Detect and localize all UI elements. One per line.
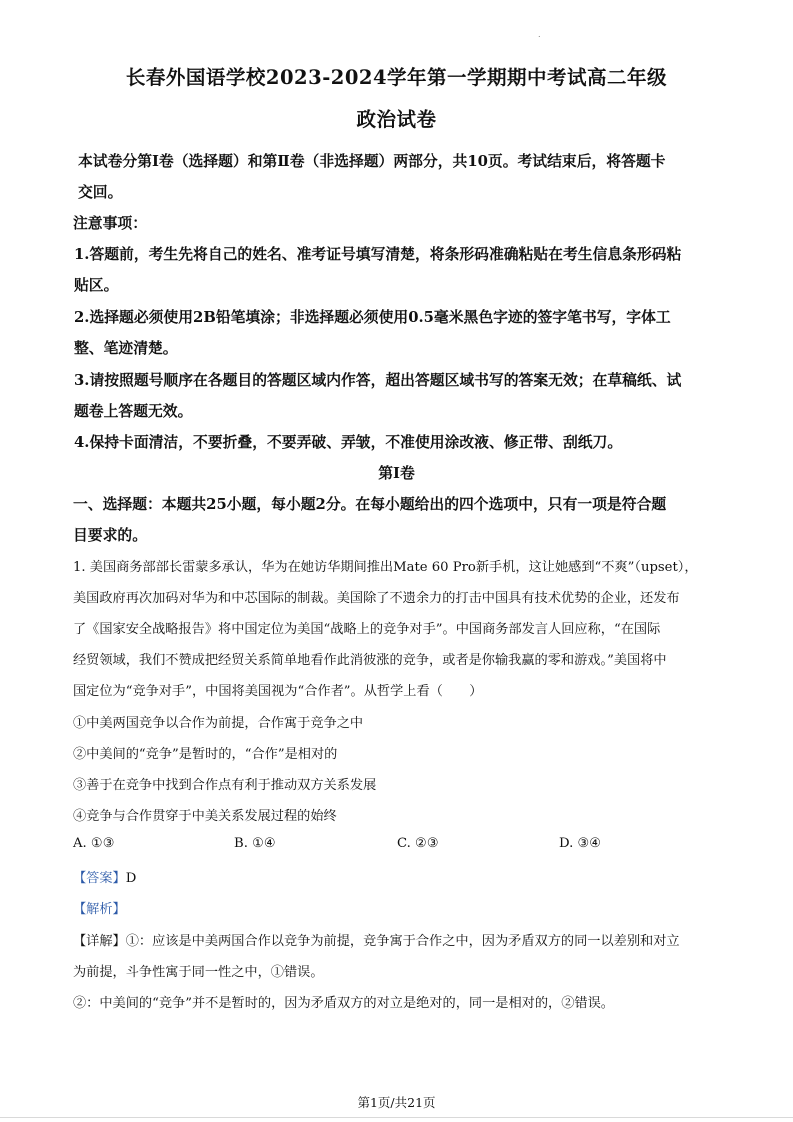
statement-3: ③善于在竞争中找到合作点有利于推动双方关系发展 xyxy=(73,778,377,793)
answer-label: 【答案】 xyxy=(73,871,126,886)
note-1-line-2: 贴区。 xyxy=(74,277,119,294)
option-d: D. ③④ xyxy=(559,836,602,851)
statement-1: ①中美两国竞争以合作为前提，合作寓于竞争之中 xyxy=(73,716,364,731)
bottom-divider xyxy=(0,1117,793,1118)
detail-line-1 xyxy=(73,930,680,949)
question-stem-line-1: 1. 美国商务部部长雷蒙多承认，华为在她访华期间推出Mate 60 Pro新手机，这让她感到“不爽”（upset）， xyxy=(73,560,698,575)
note-2-line-2: 整、笔迹清楚。 xyxy=(74,340,178,357)
section-heading-line-2: 目要求的。 xyxy=(73,527,147,544)
detail-line-2: 为前提，斗争性寓于同一性之中，①错误。 xyxy=(73,965,324,980)
option-c: C. ②③ xyxy=(397,836,439,851)
statement-2: ②中美间的“竞争”是暂时的，“合作”是相对的 xyxy=(73,747,338,762)
detail-label: 【详解】 xyxy=(73,934,126,949)
page-subtitle: 政治试卷 xyxy=(356,108,437,131)
notes-heading: 注意事项： xyxy=(73,215,147,232)
note-2-line-1: 2.选择题必须使用2B铅笔填涂；非选择题必须使用0.5毫米黑色字迹的签字笔书写，字体工 xyxy=(74,309,671,326)
intro-line-1: 本试卷分第Ⅰ卷（选择题）和第Ⅱ卷（非选择题）两部分，共10页。考试结束后，将答题卡 xyxy=(78,153,666,170)
page-number: 第1页/共21页 xyxy=(357,1095,436,1110)
detail-line-3: ②：中美间的“竞争”并不是暂时的，因为矛盾双方的对立是绝对的，同一是相对的，②错误。 xyxy=(73,996,614,1011)
option-a: A. ①③ xyxy=(73,836,115,851)
answer-line xyxy=(73,867,136,886)
note-4: 4.保持卡面清洁，不要折叠，不要弄破、弄皱，不准使用涂改液、修正带、刮纸刀。 xyxy=(74,434,623,451)
detail-text-1: ①：应该是中美两国合作以竞争为前提，竞争寓于合作之中，因为矛盾双方的同一以差别和对立 xyxy=(125,934,680,949)
statement-4: ④竞争与合作贯穿于中美关系发展过程的始终 xyxy=(73,809,337,824)
answer-value: D xyxy=(125,871,137,886)
page-title: 长春外国语学校2023-2024学年第一学期期中考试高二年级 xyxy=(125,66,668,89)
intro-line-2: 交回。 xyxy=(78,184,123,201)
option-b: B. ①④ xyxy=(234,836,276,851)
section-heading-line-1: 一、选择题：本题共25小题，每小题2分。在每小题给出的四个选项中，只有一项是符合题 xyxy=(73,496,667,513)
analysis-label: 【解析】 xyxy=(73,902,126,917)
note-1-line-1: 1.答题前，考生先将自己的姓名、准考证号填写清楚，将条形码准确粘贴在考生信息条形码粘 xyxy=(74,246,682,263)
question-stem-line-4: 经贸领域，我们不赞成把经贸关系简单地看作此消彼涨的竞争，或者是你输我赢的零和游戏。”美国将中 xyxy=(73,653,667,668)
question-stem-line-2: 美国政府再次加码对华为和中芯国际的制裁。美国除了不遗余力的打击中国具有技术优势的企业，还发布 xyxy=(73,591,680,606)
note-3-line-1: 3.请按照题号顺序在各题目的答题区域内作答，超出答题区域书写的答案无效；在草稿纸、试 xyxy=(74,372,682,389)
corner-dot: . xyxy=(538,30,541,39)
question-stem-line-5: 国定位为“竞争对手”，中国将美国视为“合作者”。从哲学上看（ ） xyxy=(73,684,483,699)
note-3-line-2: 题卷上答题无效。 xyxy=(74,403,193,420)
question-stem-line-3: 了《国家安全战略报告》将中国定位为美国“战略上的竞争对手”。中国商务部发言人回应称，“在国际 xyxy=(73,622,661,637)
section-title: 第Ⅰ卷 xyxy=(378,465,415,482)
